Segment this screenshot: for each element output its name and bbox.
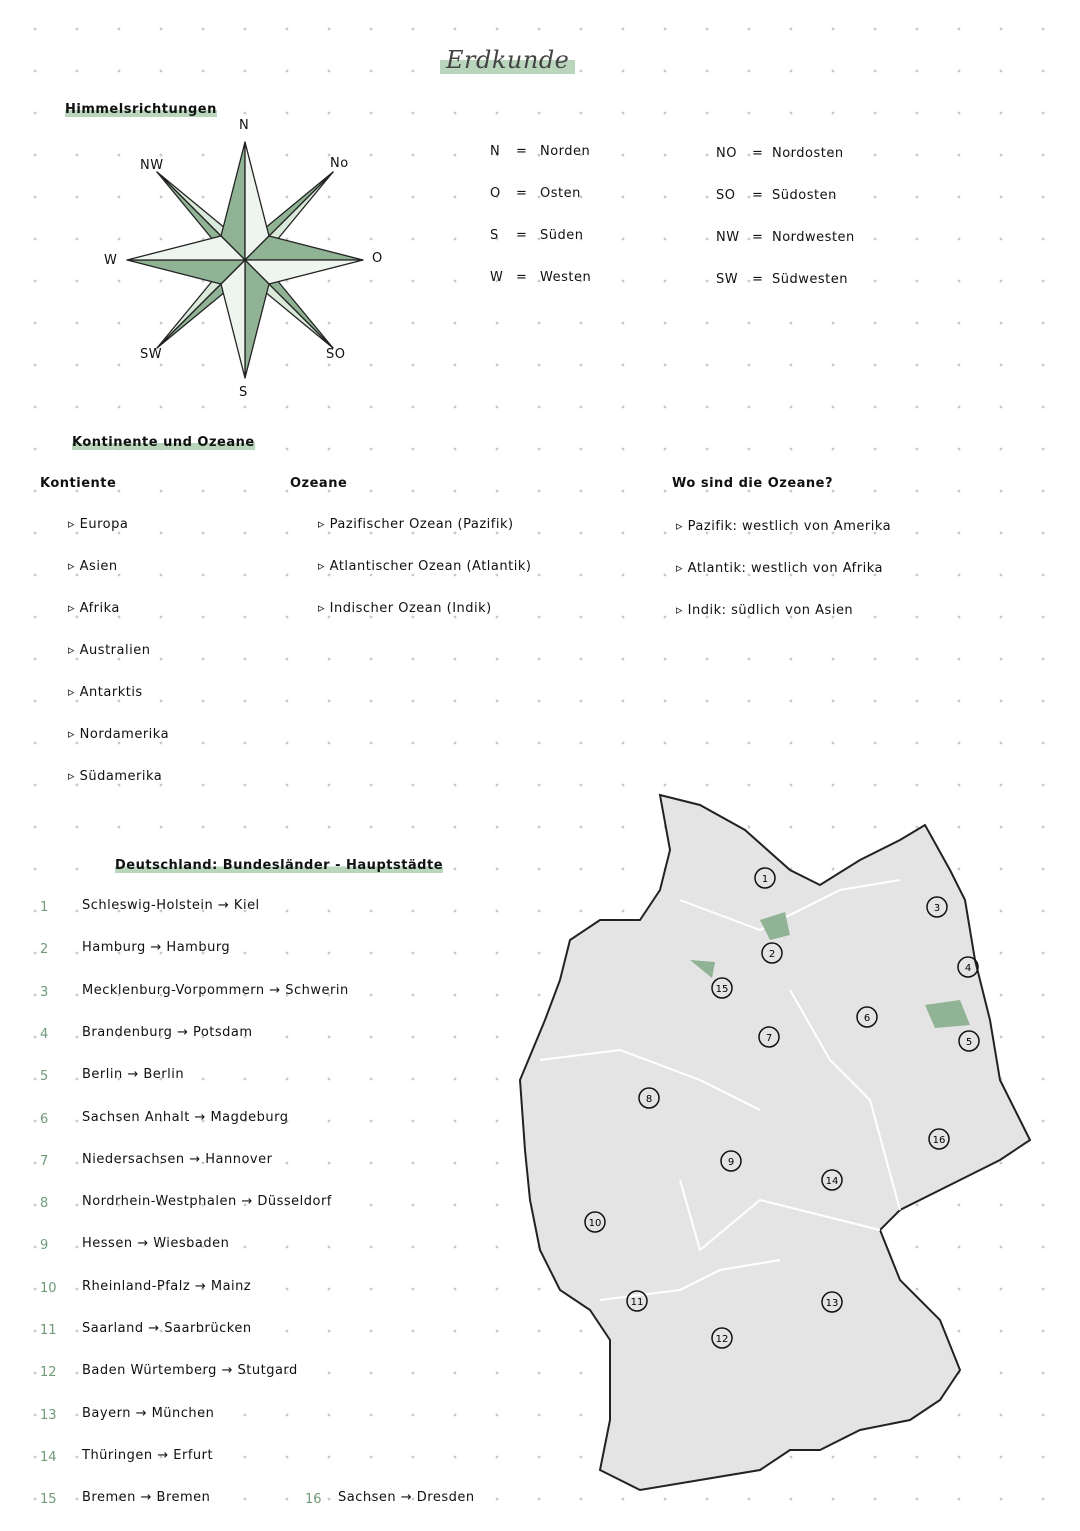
state-capital-item: Bremen → Bremen [82,1490,211,1506]
continent-item: ▹ Europa [68,517,129,532]
ocean-location-item: ▹ Atlantik: westlich von Afrika [676,561,883,576]
map-marker-number: 10 [588,1218,602,1229]
state-number: 7 [40,1153,49,1169]
equals-sign: = [516,186,528,201]
direction-abbr: NO [716,146,737,161]
continent-item: ▹ Australien [68,643,151,658]
state-capital-item: Rheinland-Pfalz → Mainz [82,1278,252,1294]
state-number: 4 [40,1026,49,1042]
state-number: 13 [40,1407,57,1423]
state-capital-item: Hamburg → Hamburg [82,940,231,956]
equals-sign: = [516,144,528,159]
continents-column-title: Kontiente [40,476,117,491]
continents-heading: Kontinente und Ozeane [72,435,255,450]
state-capital-item: Brandenburg → Potsdam [82,1024,253,1040]
continent-item: ▹ Afrika [68,601,120,616]
state-number: 11 [40,1323,57,1338]
state-number: 5 [40,1069,49,1085]
direction-abbr: N [490,144,501,159]
compass-heading: Himmelsrichtungen [65,102,217,117]
germany-outline [520,795,1030,1490]
direction-name: Westen [540,270,592,285]
direction-abbr: SW [716,272,739,287]
map-marker-number: 2 [768,949,776,960]
compass-label-no: No [330,156,349,171]
equals-sign: = [752,230,764,245]
compass-label-w: W [104,253,118,268]
compass-label-nw: NW [140,158,164,173]
state-number: 10 [40,1280,57,1296]
direction-name: Südosten [772,188,837,203]
state-capital-item: Berlin → Berlin [82,1067,185,1083]
map-marker-number: 8 [645,1094,653,1105]
direction-name: Osten [540,186,581,201]
state-capital-item: Mecklenburg-Vorpommern → Schwerin [82,982,349,998]
direction-abbr: O [490,186,501,201]
state-capital-item: Niedersachsen → Hannover [82,1151,273,1167]
state-number: 8 [40,1196,49,1212]
state-capital-item: Saarland → Saarbrücken [82,1321,252,1336]
direction-name: Nordosten [772,146,844,161]
continent-item: ▹ Asien [68,559,118,574]
map-marker-number: 13 [825,1298,839,1309]
germany-heading: Deutschland: Bundesländer - Hauptstädte [115,858,444,873]
compass-label-so: SO [326,347,346,362]
direction-name: Norden [540,144,591,159]
state-number: 14 [40,1449,57,1465]
map-marker-number: 6 [863,1013,871,1024]
ocean-location-item: ▹ Pazifik: westlich von Amerika [676,519,892,534]
compass-label-o: O [372,251,383,266]
state-capital-item: Sachsen → Dresden [338,1490,475,1506]
direction-name: Süden [540,228,584,243]
equals-sign: = [516,228,528,243]
map-marker-number: 4 [964,963,972,974]
map-marker-number: 1 [761,874,769,885]
map-marker-number: 5 [965,1037,973,1048]
continent-item: ▹ Antarktis [68,685,143,700]
map-marker-number: 3 [933,903,941,914]
equals-sign: = [752,188,764,203]
map-marker-number: 16 [932,1135,946,1146]
equals-sign: = [516,270,528,285]
state-number: 16 [305,1492,322,1508]
direction-abbr: S [490,228,499,243]
state-capital-item: Bayern → München [82,1405,215,1421]
direction-name: Nordwesten [772,230,855,245]
state-capital-item: Sachsen Anhalt → Magdeburg [82,1109,289,1125]
state-capital-item: Hessen → Wiesbaden [82,1236,230,1252]
state-capital-item: Schleswig-Holstein → Kiel [82,898,260,913]
state-capital-item: Thüringen → Erfurt [82,1447,214,1463]
page-title: Erdkunde [440,46,575,74]
ocean-item: ▹ Atlantischer Ozean (Atlantik) [318,559,532,574]
compass-label-s: S [239,385,248,400]
continent-item: ▹ Nordamerika [68,727,170,742]
ocean-item: ▹ Pazifischer Ozean (Pazifik) [318,517,514,532]
compass-label-sw: SW [140,347,163,362]
state-capital-item: Nordrhein-Westphalen → Düsseldorf [82,1194,332,1210]
direction-abbr: NW [716,230,740,245]
map-marker-number: 14 [825,1176,839,1187]
state-capital-item: Baden Würtemberg → Stutgard [82,1363,298,1379]
direction-abbr: W [490,270,504,285]
state-number: 1 [40,900,49,915]
map-marker-number: 7 [765,1033,773,1044]
map-marker-number: 9 [727,1157,735,1168]
equals-sign: = [752,146,764,161]
oceans-column-title: Ozeane [290,476,348,491]
state-number: 3 [40,984,49,1000]
state-number: 9 [40,1238,49,1254]
map-marker-number: 11 [630,1297,644,1308]
state-number: 12 [40,1365,57,1381]
map-marker-number: 12 [715,1334,729,1345]
state-number: 15 [40,1492,57,1508]
ocean-locations-title: Wo sind die Ozeane? [672,476,834,491]
compass-label-n: N [239,118,250,133]
ocean-location-item: ▹ Indik: südlich von Asien [676,603,854,618]
direction-name: Südwesten [772,272,848,287]
continent-item: ▹ Südamerika [68,769,163,784]
ocean-item: ▹ Indischer Ozean (Indik) [318,601,492,616]
direction-abbr: SO [716,188,736,203]
state-number: 6 [40,1111,49,1127]
equals-sign: = [752,272,764,287]
map-marker-number: 15 [715,984,729,995]
state-number: 2 [40,942,49,958]
